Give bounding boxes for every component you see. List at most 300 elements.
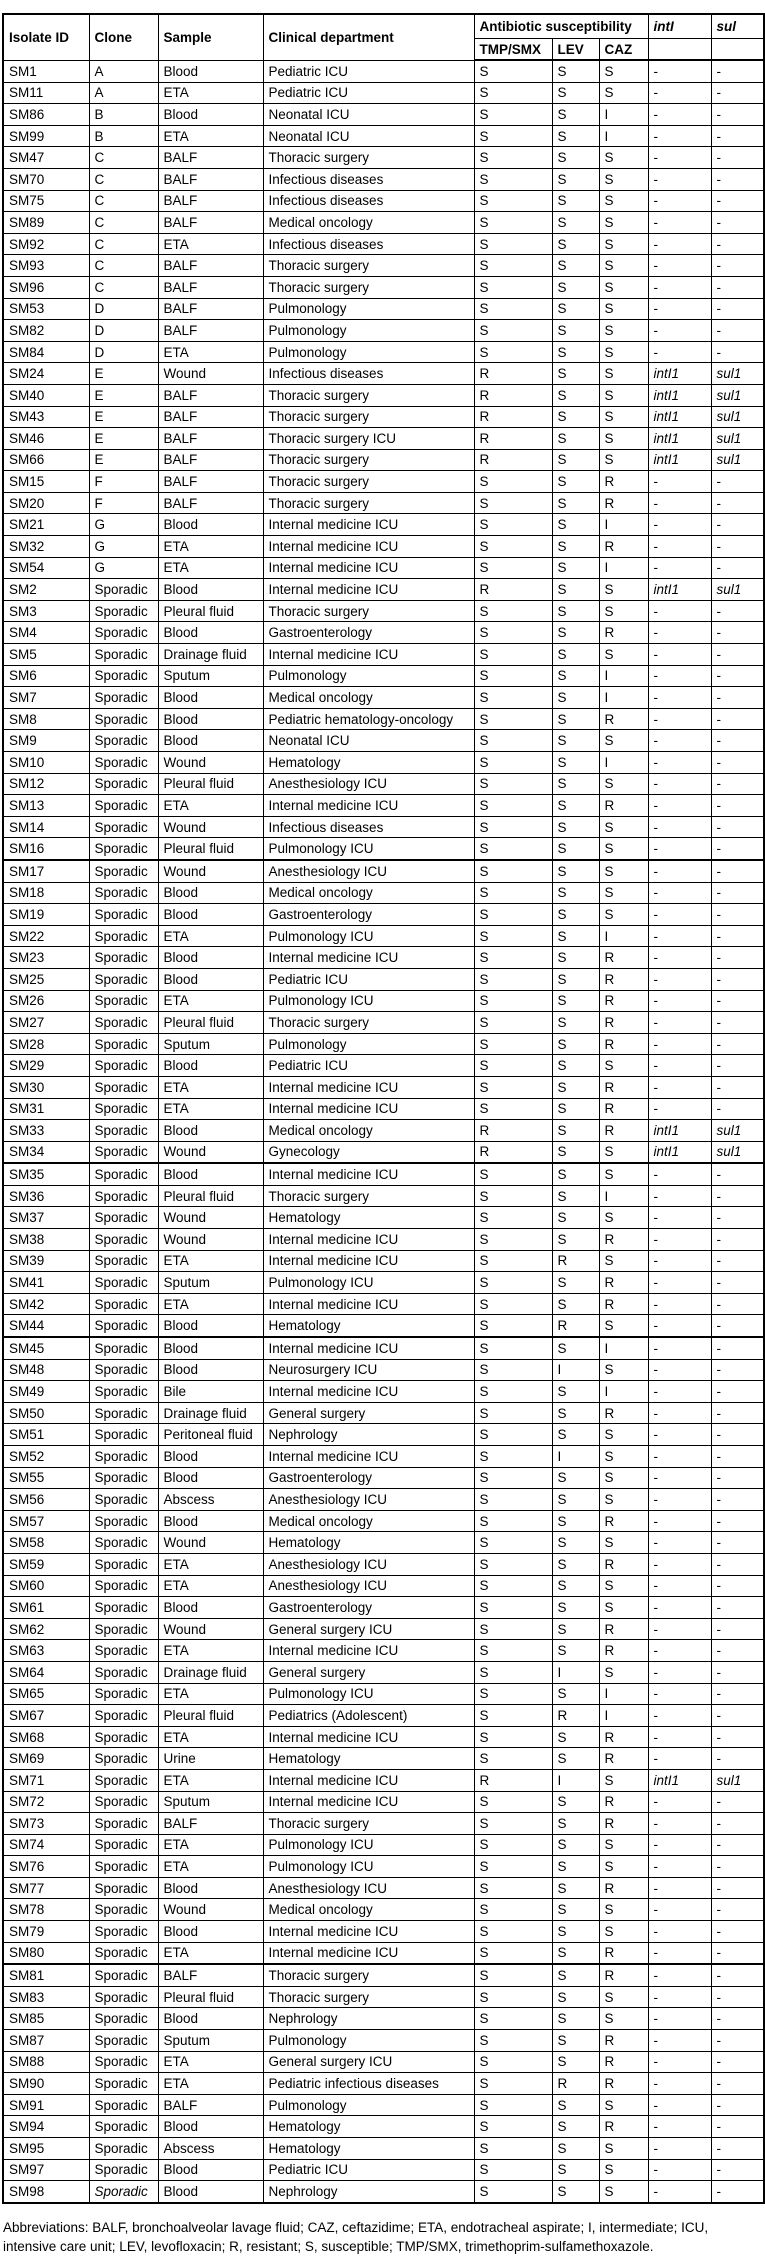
cell-sample: Blood — [158, 1597, 263, 1619]
cell-sul: - — [711, 1381, 764, 1403]
header-caz: CAZ — [599, 39, 648, 61]
cell-sul: - — [711, 1424, 764, 1446]
cell-sample: ETA — [158, 2051, 263, 2073]
cell-inti: - — [648, 925, 711, 947]
cell-inti: - — [648, 1856, 711, 1878]
cell-tmp-smx: S — [474, 644, 552, 666]
cell-inti: - — [648, 1510, 711, 1532]
table-row — [3, 708, 764, 730]
cell-sample: Wound — [158, 1207, 263, 1229]
cell-clone: Sporadic — [89, 838, 158, 860]
cell-clone: E — [89, 363, 158, 385]
cell-sul: - — [711, 1877, 764, 1899]
cell-sul: - — [711, 212, 764, 234]
cell-tmp-smx: S — [474, 730, 552, 752]
cell-inti: - — [648, 557, 711, 579]
cell-sul: - — [711, 708, 764, 730]
cell-lev: S — [552, 298, 599, 320]
cell-sample: Blood — [158, 622, 263, 644]
cell-inti: - — [648, 536, 711, 558]
cell-inti: - — [648, 1597, 711, 1619]
cell-caz: R — [599, 1272, 648, 1294]
cell-tmp-smx: S — [474, 492, 552, 514]
cell-clone: Sporadic — [89, 947, 158, 969]
cell-clone: Sporadic — [89, 730, 158, 752]
cell-clone: B — [89, 125, 158, 147]
cell-tmp-smx: S — [474, 1510, 552, 1532]
cell-clinical-department: Hematology — [263, 752, 474, 774]
table-row — [3, 1510, 764, 1532]
cell-clone: F — [89, 471, 158, 493]
cell-clone: Sporadic — [89, 1185, 158, 1207]
cell-isolate-id: SM16 — [3, 838, 89, 860]
cell-sul: - — [711, 1033, 764, 1055]
cell-inti: - — [648, 1553, 711, 1575]
cell-isolate-id: SM46 — [3, 428, 89, 450]
header-clinical-department: Clinical department — [263, 14, 474, 60]
cell-sample: ETA — [158, 1553, 263, 1575]
cell-clinical-department: Pediatric ICU — [263, 1055, 474, 1077]
cell-sul: - — [711, 1510, 764, 1532]
cell-inti: - — [648, 190, 711, 212]
table-row — [3, 428, 764, 450]
cell-sample: ETA — [158, 1640, 263, 1662]
cell-clone: Sporadic — [89, 1748, 158, 1770]
table-row — [3, 1337, 764, 1359]
table-row — [3, 1207, 764, 1229]
cell-sample: ETA — [158, 1098, 263, 1120]
cell-inti: intI1 — [648, 406, 711, 428]
cell-caz: S — [599, 1769, 648, 1791]
cell-sul: - — [711, 1293, 764, 1315]
cell-clone: Sporadic — [89, 622, 158, 644]
cell-caz: R — [599, 1553, 648, 1575]
cell-clinical-department: Thoracic surgery — [263, 1813, 474, 1835]
cell-clinical-department: Pulmonology — [263, 2030, 474, 2052]
cell-inti: - — [648, 838, 711, 860]
cell-sul: - — [711, 1748, 764, 1770]
cell-sample: BALF — [158, 298, 263, 320]
cell-clone: Sporadic — [89, 795, 158, 817]
cell-caz: R — [599, 622, 648, 644]
cell-sul: - — [711, 536, 764, 558]
cell-inti: intI1 — [648, 1141, 711, 1163]
cell-sample: Abscess — [158, 2138, 263, 2160]
cell-lev: S — [552, 1748, 599, 1770]
table-row — [3, 968, 764, 990]
cell-caz: S — [599, 168, 648, 190]
cell-sample: Sputum — [158, 1791, 263, 1813]
cell-sul: - — [711, 1553, 764, 1575]
cell-lev: S — [552, 276, 599, 298]
cell-clone: G — [89, 514, 158, 536]
cell-lev: S — [552, 1402, 599, 1424]
cell-sul: - — [711, 968, 764, 990]
cell-sul: - — [711, 276, 764, 298]
cell-sample: Pleural fluid — [158, 773, 263, 795]
table-row — [3, 2138, 764, 2160]
cell-sample: Sputum — [158, 665, 263, 687]
cell-lev: S — [552, 147, 599, 169]
cell-sul: - — [711, 2094, 764, 2116]
cell-caz: R — [599, 1640, 648, 1662]
cell-clone: Sporadic — [89, 2073, 158, 2095]
cell-sul: - — [711, 904, 764, 926]
table-row — [3, 1489, 764, 1511]
cell-sul: - — [711, 1098, 764, 1120]
cell-sul: - — [711, 60, 764, 82]
cell-isolate-id: SM51 — [3, 1424, 89, 1446]
cell-lev: S — [552, 968, 599, 990]
table-row — [3, 1272, 764, 1294]
cell-sample: ETA — [158, 925, 263, 947]
cell-lev: S — [552, 428, 599, 450]
cell-isolate-id: SM65 — [3, 1683, 89, 1705]
cell-isolate-id: SM59 — [3, 1553, 89, 1575]
cell-clinical-department: Neurosurgery ICU — [263, 1359, 474, 1381]
cell-sul: - — [711, 320, 764, 342]
cell-lev: S — [552, 1229, 599, 1251]
cell-sul: - — [711, 947, 764, 969]
cell-caz: S — [599, 644, 648, 666]
cell-sul: - — [711, 860, 764, 882]
cell-isolate-id: SM93 — [3, 255, 89, 277]
cell-isolate-id: SM6 — [3, 665, 89, 687]
cell-isolate-id: SM57 — [3, 1510, 89, 1532]
cell-clone: Sporadic — [89, 1532, 158, 1554]
table-row — [3, 1748, 764, 1770]
cell-tmp-smx: S — [474, 2008, 552, 2030]
cell-lev: R — [552, 1705, 599, 1727]
cell-clone: Sporadic — [89, 1120, 158, 1142]
cell-isolate-id: SM42 — [3, 1293, 89, 1315]
cell-tmp-smx: S — [474, 1467, 552, 1489]
cell-lev: R — [552, 1315, 599, 1337]
cell-clone: Sporadic — [89, 2116, 158, 2138]
cell-lev: S — [552, 60, 599, 82]
cell-lev: I — [552, 1359, 599, 1381]
cell-tmp-smx: S — [474, 1942, 552, 1964]
cell-inti: - — [648, 1424, 711, 1446]
cell-isolate-id: SM60 — [3, 1575, 89, 1597]
cell-sample: BALF — [158, 449, 263, 471]
cell-clinical-department: Internal medicine ICU — [263, 1381, 474, 1403]
table-row — [3, 2116, 764, 2138]
cell-sample: BALF — [158, 168, 263, 190]
cell-isolate-id: SM47 — [3, 147, 89, 169]
table-row — [3, 1661, 764, 1683]
cell-lev: S — [552, 168, 599, 190]
cell-clinical-department: Pulmonology — [263, 665, 474, 687]
cell-sul: - — [711, 1705, 764, 1727]
cell-tmp-smx: S — [474, 1532, 552, 1554]
cell-caz: I — [599, 125, 648, 147]
cell-clone: Sporadic — [89, 1076, 158, 1098]
cell-caz: R — [599, 1229, 648, 1251]
cell-inti: - — [648, 687, 711, 709]
cell-caz: S — [599, 1207, 648, 1229]
cell-caz: S — [599, 1899, 648, 1921]
cell-sul: - — [711, 687, 764, 709]
cell-inti: - — [648, 60, 711, 82]
cell-clone: Sporadic — [89, 2138, 158, 2160]
cell-tmp-smx: S — [474, 665, 552, 687]
cell-lev: S — [552, 1597, 599, 1619]
cell-tmp-smx: S — [474, 708, 552, 730]
cell-sul: - — [711, 1076, 764, 1098]
cell-lev: S — [552, 255, 599, 277]
cell-tmp-smx: S — [474, 168, 552, 190]
cell-sample: Blood — [158, 904, 263, 926]
cell-tmp-smx: R — [474, 1769, 552, 1791]
cell-clone: Sporadic — [89, 1272, 158, 1294]
cell-clone: C — [89, 168, 158, 190]
cell-lev: S — [552, 1532, 599, 1554]
cell-clone: C — [89, 255, 158, 277]
cell-tmp-smx: S — [474, 1185, 552, 1207]
cell-isolate-id: SM91 — [3, 2094, 89, 2116]
cell-isolate-id: SM33 — [3, 1120, 89, 1142]
cell-sample: ETA — [158, 341, 263, 363]
isolate-table-body — [3, 60, 764, 2203]
cell-isolate-id: SM84 — [3, 341, 89, 363]
cell-clinical-department: Nephrology — [263, 2008, 474, 2030]
table-row — [3, 1532, 764, 1554]
header-isolate-id: Isolate ID — [3, 14, 89, 60]
cell-clone: Sporadic — [89, 2159, 158, 2181]
cell-lev: S — [552, 708, 599, 730]
cell-inti: intI1 — [648, 363, 711, 385]
cell-clone: Sporadic — [89, 1250, 158, 1272]
cell-lev: S — [552, 190, 599, 212]
table-row — [3, 1856, 764, 1878]
cell-isolate-id: SM45 — [3, 1337, 89, 1359]
cell-sample: Blood — [158, 968, 263, 990]
table-row — [3, 687, 764, 709]
cell-caz: S — [599, 320, 648, 342]
cell-inti: - — [648, 2073, 711, 2095]
cell-clinical-department: Anesthesiology ICU — [263, 1553, 474, 1575]
table-row — [3, 298, 764, 320]
cell-lev: S — [552, 1467, 599, 1489]
cell-clinical-department: Neonatal ICU — [263, 104, 474, 126]
cell-clone: D — [89, 298, 158, 320]
cell-clinical-department: Pulmonology — [263, 1033, 474, 1055]
cell-caz: S — [599, 904, 648, 926]
cell-sul: - — [711, 190, 764, 212]
cell-clinical-department: Internal medicine ICU — [263, 1098, 474, 1120]
cell-tmp-smx: R — [474, 1120, 552, 1142]
cell-tmp-smx: S — [474, 904, 552, 926]
cell-sample: BALF — [158, 406, 263, 428]
cell-clone: Sporadic — [89, 1769, 158, 1791]
cell-clinical-department: Medical oncology — [263, 882, 474, 904]
cell-tmp-smx: S — [474, 276, 552, 298]
cell-clinical-department: Thoracic surgery — [263, 1185, 474, 1207]
cell-caz: R — [599, 1510, 648, 1532]
cell-isolate-id: SM7 — [3, 687, 89, 709]
cell-lev: S — [552, 1813, 599, 1835]
cell-caz: S — [599, 838, 648, 860]
cell-clinical-department: Pulmonology ICU — [263, 1834, 474, 1856]
cell-sample: ETA — [158, 82, 263, 104]
cell-caz: S — [599, 1597, 648, 1619]
cell-clinical-department: Internal medicine ICU — [263, 1769, 474, 1791]
cell-clone: Sporadic — [89, 1229, 158, 1251]
cell-clone: Sporadic — [89, 665, 158, 687]
cell-isolate-id: SM74 — [3, 1834, 89, 1856]
cell-clone: G — [89, 536, 158, 558]
cell-tmp-smx: S — [474, 82, 552, 104]
cell-isolate-id: SM90 — [3, 2073, 89, 2095]
table-row — [3, 2094, 764, 2116]
cell-isolate-id: SM87 — [3, 2030, 89, 2052]
cell-lev: S — [552, 579, 599, 601]
cell-inti: - — [648, 1986, 711, 2008]
cell-lev: S — [552, 2008, 599, 2030]
cell-inti: - — [648, 1834, 711, 1856]
cell-isolate-id: SM26 — [3, 990, 89, 1012]
cell-clone: Sporadic — [89, 1207, 158, 1229]
cell-isolate-id: SM19 — [3, 904, 89, 926]
cell-lev: S — [552, 1185, 599, 1207]
cell-inti: - — [648, 298, 711, 320]
cell-sample: BALF — [158, 428, 263, 450]
cell-sul: - — [711, 1964, 764, 1986]
cell-clinical-department: Internal medicine ICU — [263, 1250, 474, 1272]
cell-inti: - — [648, 2159, 711, 2181]
cell-sul: - — [711, 2138, 764, 2160]
cell-tmp-smx: S — [474, 557, 552, 579]
cell-inti: - — [648, 1446, 711, 1468]
cell-inti: - — [648, 1640, 711, 1662]
cell-sul: - — [711, 752, 764, 774]
cell-lev: S — [552, 622, 599, 644]
cell-lev: S — [552, 2030, 599, 2052]
cell-lev: R — [552, 2073, 599, 2095]
cell-tmp-smx: R — [474, 1141, 552, 1163]
cell-caz: R — [599, 990, 648, 1012]
cell-caz: R — [599, 1098, 648, 1120]
cell-caz: I — [599, 925, 648, 947]
cell-clinical-department: Infectious diseases — [263, 363, 474, 385]
cell-inti: - — [648, 1705, 711, 1727]
cell-clone: Sporadic — [89, 1293, 158, 1315]
cell-tmp-smx: S — [474, 1272, 552, 1294]
cell-caz: S — [599, 1575, 648, 1597]
table-row — [3, 1942, 764, 1964]
cell-inti: - — [648, 1964, 711, 1986]
table-row — [3, 384, 764, 406]
cell-sample: Peritoneal fluid — [158, 1424, 263, 1446]
cell-clinical-department: Thoracic surgery — [263, 600, 474, 622]
cell-inti: - — [648, 1575, 711, 1597]
cell-inti: - — [648, 1098, 711, 1120]
cell-clone: Sporadic — [89, 2030, 158, 2052]
cell-clone: C — [89, 276, 158, 298]
cell-sample: BALF — [158, 147, 263, 169]
table-row — [3, 1877, 764, 1899]
cell-lev: S — [552, 1141, 599, 1163]
cell-lev: I — [552, 1661, 599, 1683]
cell-sul: - — [711, 341, 764, 363]
cell-lev: S — [552, 600, 599, 622]
cell-sul: - — [711, 1012, 764, 1034]
cell-caz: I — [599, 1381, 648, 1403]
cell-sul: - — [711, 255, 764, 277]
cell-clinical-department: Internal medicine ICU — [263, 1076, 474, 1098]
cell-clone: E — [89, 406, 158, 428]
cell-sample: Sputum — [158, 1033, 263, 1055]
cell-sul: - — [711, 1402, 764, 1424]
cell-sample: ETA — [158, 1575, 263, 1597]
table-row — [3, 1055, 764, 1077]
cell-clone: Sporadic — [89, 1402, 158, 1424]
cell-clone: Sporadic — [89, 1012, 158, 1034]
cell-sul: - — [711, 1532, 764, 1554]
cell-clone: Sporadic — [89, 1705, 158, 1727]
table-row — [3, 536, 764, 558]
table-row — [3, 947, 764, 969]
cell-inti: - — [648, 320, 711, 342]
cell-inti: intI1 — [648, 579, 711, 601]
cell-inti: - — [648, 1359, 711, 1381]
cell-sample: BALF — [158, 492, 263, 514]
cell-clone: G — [89, 557, 158, 579]
cell-sul: - — [711, 492, 764, 514]
cell-sul: - — [711, 1618, 764, 1640]
cell-clone: Sporadic — [89, 1141, 158, 1163]
cell-tmp-smx: S — [474, 1207, 552, 1229]
cell-isolate-id: SM66 — [3, 449, 89, 471]
cell-sample: ETA — [158, 795, 263, 817]
cell-clone: E — [89, 384, 158, 406]
cell-caz: S — [599, 773, 648, 795]
cell-isolate-id: SM8 — [3, 708, 89, 730]
cell-tmp-smx: S — [474, 1315, 552, 1337]
cell-sul: - — [711, 1597, 764, 1619]
cell-inti: - — [648, 1381, 711, 1403]
cell-clone: Sporadic — [89, 1986, 158, 2008]
cell-inti: intI1 — [648, 1120, 711, 1142]
cell-lev: S — [552, 1575, 599, 1597]
cell-isolate-id: SM2 — [3, 579, 89, 601]
cell-inti: - — [648, 1683, 711, 1705]
cell-clinical-department: Infectious diseases — [263, 816, 474, 838]
cell-inti: intI1 — [648, 428, 711, 450]
cell-lev: I — [552, 1446, 599, 1468]
cell-caz: S — [599, 1359, 648, 1381]
cell-sample: Blood — [158, 1467, 263, 1489]
cell-sample: Blood — [158, 882, 263, 904]
cell-clinical-department: Medical oncology — [263, 687, 474, 709]
table-row — [3, 1813, 764, 1835]
cell-isolate-id: SM5 — [3, 644, 89, 666]
cell-tmp-smx: S — [474, 2116, 552, 2138]
cell-isolate-id: SM52 — [3, 1446, 89, 1468]
cell-clinical-department: Thoracic surgery — [263, 406, 474, 428]
cell-tmp-smx: S — [474, 1856, 552, 1878]
cell-sul: - — [711, 298, 764, 320]
cell-clone: Sporadic — [89, 925, 158, 947]
table-row — [3, 1921, 764, 1943]
cell-caz: R — [599, 795, 648, 817]
cell-lev: S — [552, 1877, 599, 1899]
cell-clone: Sporadic — [89, 1640, 158, 1662]
cell-inti: - — [648, 1661, 711, 1683]
cell-inti: - — [648, 125, 711, 147]
cell-lev: S — [552, 2116, 599, 2138]
